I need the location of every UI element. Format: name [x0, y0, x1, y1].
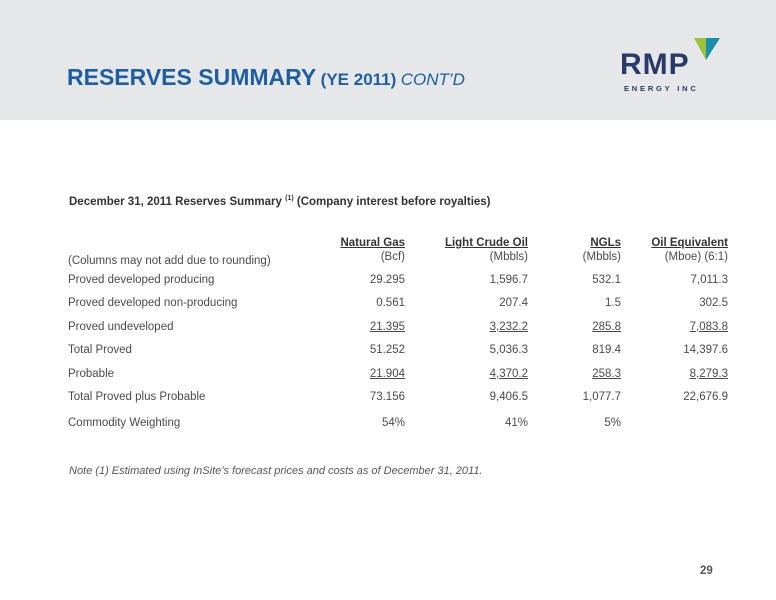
table-cell: 7,083.8	[689, 320, 728, 333]
table-row	[68, 315, 728, 339]
table-cell: 21.395	[369, 320, 405, 333]
title-main: RESERVES SUMMARY	[67, 64, 317, 90]
table-cell: 51.252	[369, 344, 405, 357]
row-label: Commodity Weighting	[68, 417, 181, 430]
row-label: Proved developed producing	[68, 273, 215, 286]
table-row	[68, 292, 728, 316]
table-row	[68, 268, 728, 292]
table-cell: 29.295	[369, 273, 405, 286]
table-row	[68, 339, 728, 363]
caption-suffix: (Company interest before royalties)	[296, 195, 491, 208]
col-ngls: NGLs (Mbbls)	[582, 237, 621, 263]
col-natural-gas: Natural Gas (Bcf)	[340, 237, 405, 263]
table-cell: 0.561	[376, 297, 405, 310]
table-cell: 207.4	[499, 297, 528, 310]
table-cell: 73.156	[369, 391, 405, 404]
table-row	[68, 409, 728, 433]
row-label: Total Proved plus Probable	[68, 391, 206, 404]
table-cell: 258.3	[592, 367, 621, 380]
table-caption	[69, 195, 491, 208]
table-cell: 532.1	[592, 273, 621, 286]
table-cell: 21.904	[369, 367, 405, 380]
caption-footnote-ref: (1)	[285, 195, 294, 202]
row-label: Total Proved	[68, 344, 132, 357]
table-row	[68, 362, 728, 386]
row-label: Proved undeveloped	[68, 320, 174, 333]
table-header-row	[68, 236, 728, 268]
logo-wordmark: RMP	[620, 48, 690, 81]
table-cell: 54%	[381, 417, 405, 430]
table-cell: 302.5	[699, 297, 728, 310]
table-cell: 9,406.5	[489, 391, 528, 404]
table-row	[68, 386, 728, 410]
row-label: Probable	[68, 367, 115, 380]
table-cell	[621, 409, 728, 433]
table-cell: 819.4	[592, 344, 621, 357]
table-cell: 7,011.3	[690, 273, 728, 286]
title-year: (YE 2011)	[320, 70, 397, 89]
table-cell: 14,397.6	[683, 344, 728, 357]
col-light-crude-oil: Light Crude Oil (Mbbls)	[444, 237, 528, 263]
page-number: 29	[700, 565, 713, 577]
col-oil-equivalent: Oil Equivalent (Mboe) (6:1)	[651, 237, 728, 263]
table-cell: 5%	[604, 417, 621, 430]
table-cell: 3,232.2	[489, 320, 528, 333]
table-cell: 8,279.3	[689, 367, 728, 380]
caption-text: December 31, 2011 Reserves Summary	[69, 195, 282, 208]
table-cell: 5,036.3	[489, 344, 528, 357]
table-cell: 1,596.7	[489, 273, 528, 286]
rowhead-note: (Columns may not add due to rounding)	[68, 255, 271, 267]
page-title	[67, 64, 465, 91]
row-label: Proved developed non-producing	[68, 297, 238, 310]
company-logo	[620, 36, 730, 96]
table-cell: 41%	[504, 417, 528, 430]
table-cell: 285.8	[592, 320, 621, 333]
table-cell: 1,077.7	[582, 391, 621, 404]
title-cont: CONT’D	[400, 70, 465, 89]
logo-subtext: ENERGY INC	[624, 84, 699, 93]
logo-chevron-icon	[694, 36, 720, 62]
footnote: Note (1) Estimated using InSite’s forecast prices and costs as of December 31, 2011.	[69, 465, 483, 477]
table-cell: 1.5	[605, 297, 621, 310]
table-cell: 4,370.2	[489, 367, 528, 380]
table-cell: 22,676.9	[683, 391, 728, 404]
reserves-table	[68, 236, 728, 433]
header-band	[0, 0, 776, 120]
